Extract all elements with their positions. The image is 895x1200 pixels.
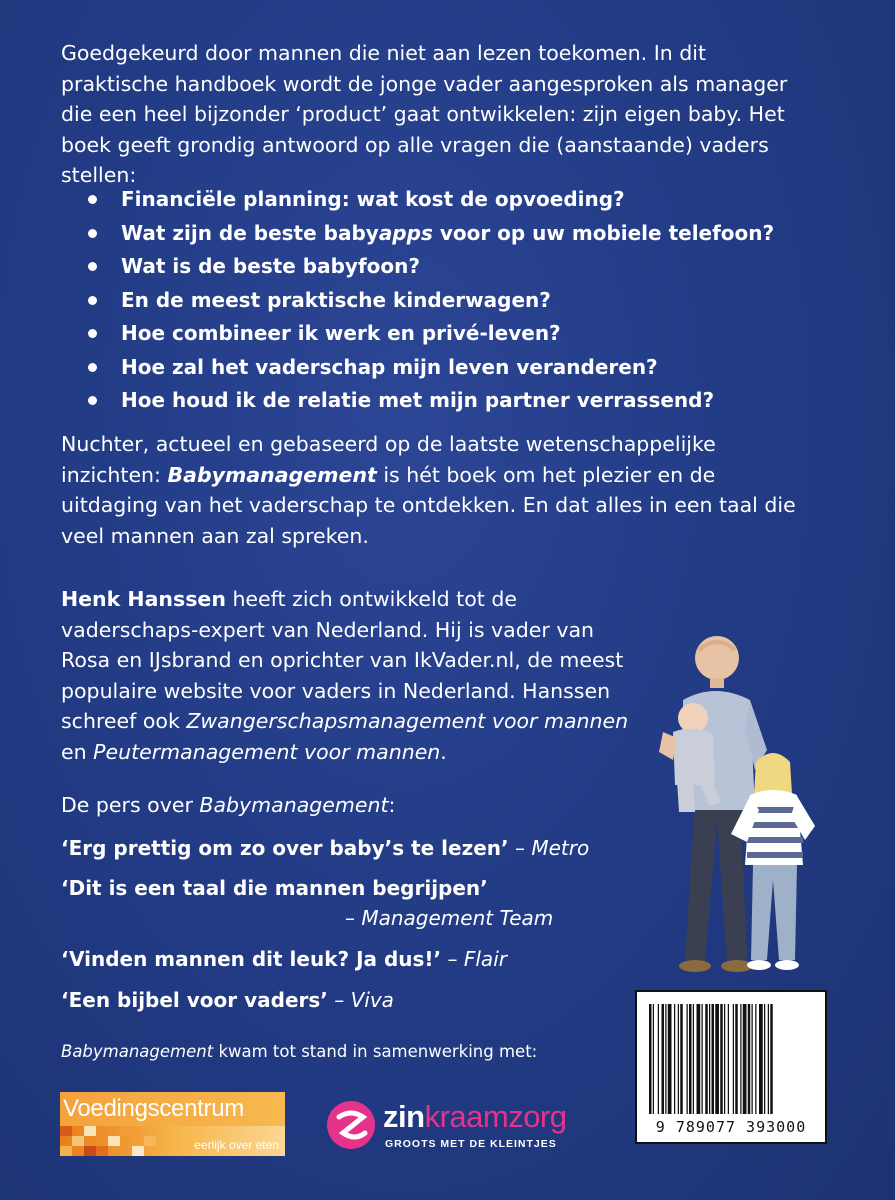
barcode-bar xyxy=(709,1004,710,1114)
question-list xyxy=(88,183,774,418)
barcode-bar xyxy=(662,1004,665,1114)
author-family-photo xyxy=(655,620,830,980)
press-quote: ‘Vinden mannen dit leuk? Ja dus!’ – Flair xyxy=(61,947,507,971)
intro-paragraph: Goedgekeurd door mannen die niet aan lezen toekomen. In dit praktische handboek wordt de jonge vader aangesproken als manager die een heel bijzonder ‘product’ gaat ontwikkelen: zijn eigen baby. Het boek geeft grondig antwoord op alle vragen die (aanstaande) vaders stellen: xyxy=(61,41,788,187)
question-item: Hoe houd ik de relatie met mijn partner verrassend? xyxy=(88,384,774,418)
author-bio: Henk Hanssen heeft zich ontwikkeld tot de vaderschaps-expert van Nederland. Hij is vader van Rosa en IJsbrand en oprichter van IkVader.nl, de meest populaire website voor vaders in Nederland. Hanssen schreef ook Zwangerschapsmanagement voor mannen en Peutermanagement voor mannen. xyxy=(61,587,629,764)
barcode-bar xyxy=(724,1004,725,1114)
question-item: Wat zijn de beste babyapps voor op uw mobiele telefoon? xyxy=(88,217,774,251)
barcode-bar xyxy=(770,1004,773,1114)
isbn-barcode xyxy=(635,990,827,1144)
voedingscentrum-logo: Voedingscentrum eerlijk over eten xyxy=(60,1092,285,1156)
summary-paragraph: Nuchter, actueel en gebaseerd op de laatste wetenschappelijke inzichten: Babymanagement is hét boek om het plezier en de uitdaging van het vaderschap te ontdekken. En dat alles in een taal die veel mannen aan zal spreken. xyxy=(61,432,796,548)
barcode-bar xyxy=(649,1004,652,1114)
press-quote-source: – Management Team xyxy=(345,906,554,930)
barcode-bar xyxy=(712,1004,715,1114)
barcode-bar xyxy=(689,1004,692,1114)
isbn-number: 9 789077 393000 xyxy=(655,1118,807,1136)
barcode-bar xyxy=(728,1004,729,1114)
zinkraamzorg-logo: zinkraamzorg GROOTS MET DE KLEINTJES xyxy=(325,1095,625,1159)
barcode-bar xyxy=(735,1004,738,1114)
barcode-bar xyxy=(653,1004,654,1114)
barcode-bar xyxy=(720,1004,723,1114)
barcode-bar xyxy=(668,1004,672,1114)
barcode-bar xyxy=(733,1004,734,1114)
author-name: Henk Hanssen xyxy=(61,587,226,611)
barcode-bar xyxy=(752,1004,753,1114)
barcode-bar xyxy=(715,1004,719,1114)
barcode-bar xyxy=(743,1004,747,1114)
question-item: Hoe combineer ik werk en privé-leven? xyxy=(88,317,774,351)
barcode-bar xyxy=(702,1004,703,1114)
barcode-bar xyxy=(678,1004,679,1114)
barcode-bar xyxy=(705,1004,708,1114)
barcode-bar xyxy=(674,1004,675,1114)
barcode-bar xyxy=(693,1004,694,1114)
barcode-bar xyxy=(759,1004,763,1114)
press-quote: ‘Dit is een taal die mannen begrijpen’ xyxy=(61,876,488,900)
question-item: Hoe zal het vaderschap mijn leven veranderen? xyxy=(88,351,774,385)
barcode-bar xyxy=(764,1004,765,1114)
press-quote: ‘Erg prettig om zo over baby’s te lezen’ – Metro xyxy=(61,836,590,860)
mosaic-pattern-icon xyxy=(60,1126,170,1156)
barcode-bar xyxy=(697,1004,701,1114)
collaboration-note: Babymanagement kwam tot stand in samenwerking met: xyxy=(61,1042,538,1061)
barcode-bar xyxy=(740,1004,741,1114)
barcode-bar xyxy=(768,1004,769,1114)
barcode-bar xyxy=(748,1004,751,1114)
barcode-bar xyxy=(755,1004,756,1114)
press-quote: ‘Een bijbel voor vaders’ – Viva xyxy=(61,988,394,1012)
question-item: En de meest praktische kinderwagen? xyxy=(88,284,774,318)
zin-swirl-icon xyxy=(325,1099,377,1151)
question-item: Wat is de beste babyfoon? xyxy=(88,250,774,284)
barcode-bar xyxy=(687,1004,688,1114)
barcode-bar xyxy=(680,1004,683,1114)
barcode-bar xyxy=(658,1004,659,1114)
press-intro: De pers over Babymanagement: xyxy=(61,793,396,817)
barcode-bar xyxy=(665,1004,666,1114)
question-item: Financiële planning: wat kost de opvoeding? xyxy=(88,183,774,217)
